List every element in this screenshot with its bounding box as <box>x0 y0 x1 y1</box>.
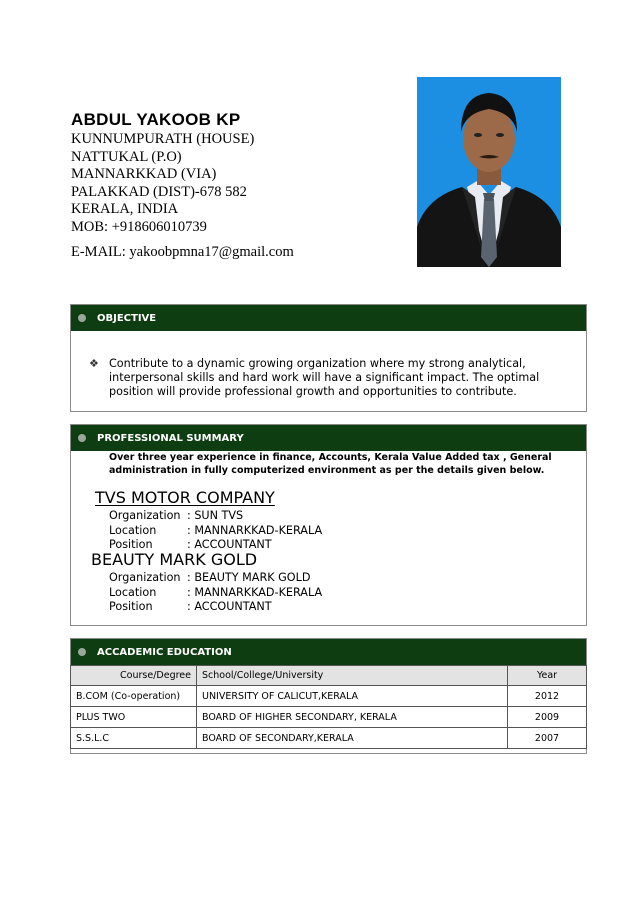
table-row <box>71 728 587 749</box>
table-cell: 2009 <box>508 707 587 728</box>
detail-value: : MANNARKKAD-KERALA <box>187 524 323 537</box>
detail-row <box>109 586 322 599</box>
professional-summary-section <box>70 424 587 626</box>
section-title: PROFESSIONAL SUMMARY <box>97 432 244 444</box>
address-line: PALAKKAD (DIST)-678 582 <box>71 183 247 200</box>
detail-row <box>109 600 272 613</box>
table-cell: S.S.L.C <box>71 728 197 749</box>
detail-key: Location <box>109 524 157 537</box>
section-header <box>71 425 586 451</box>
detail-row <box>109 524 322 537</box>
column-header: Year <box>508 666 587 686</box>
column-header: School/College/University <box>197 666 508 686</box>
detail-key: Organization <box>109 571 181 584</box>
section-header <box>71 639 586 665</box>
table-cell: B.COM (Co-operation) <box>71 686 197 707</box>
address-line: NATTUKAL (P.O) <box>71 148 182 165</box>
bullet-dot-icon <box>78 434 86 442</box>
table-cell: UNIVERSITY OF CALICUT,KERALA <box>197 686 508 707</box>
detail-value: : ACCOUNTANT <box>187 600 272 613</box>
section-title: ACCADEMIC EDUCATION <box>97 646 232 658</box>
mobile-number: MOB: +918606010739 <box>71 218 207 235</box>
section-title: OBJECTIVE <box>97 312 157 324</box>
table-cell: BOARD OF HIGHER SECONDARY, KERALA <box>197 707 508 728</box>
detail-value: : ACCOUNTANT <box>187 538 272 551</box>
table-cell: PLUS TWO <box>71 707 197 728</box>
table-cell: 2012 <box>508 686 587 707</box>
table-row <box>71 686 587 707</box>
email-address: E-MAIL: yakoobpmna17@gmail.com <box>71 244 294 260</box>
bullet-dot-icon <box>78 314 86 322</box>
address-block <box>71 131 254 236</box>
company-name: BEAUTY MARK GOLD <box>91 550 258 569</box>
detail-value: : SUN TVS <box>187 509 244 522</box>
table-row <box>71 707 587 728</box>
detail-row <box>109 571 310 584</box>
summary-intro: Over three year experience in finance, Accounts, Kerala Value Added tax , General administration in fully computerized environment as per the details given below. <box>109 452 552 476</box>
objective-section <box>70 304 587 412</box>
diamond-bullet-icon: ❖ <box>89 358 99 370</box>
address-line: KUNNUMPURATH (HOUSE) <box>71 131 255 147</box>
table-cell: 2007 <box>508 728 587 749</box>
bullet-dot-icon <box>78 648 86 656</box>
section-header <box>71 305 586 331</box>
address-line: MANNARKKAD (VIA) <box>71 166 217 182</box>
profile-photo <box>417 77 561 267</box>
education-table <box>70 665 587 749</box>
table-header-row <box>71 666 587 686</box>
detail-value: : BEAUTY MARK GOLD <box>187 571 311 584</box>
table-cell: BOARD OF SECONDARY,KERALA <box>197 728 508 749</box>
detail-key: Location <box>109 586 157 599</box>
address-line: KERALA, INDIA <box>71 201 179 217</box>
detail-row <box>109 509 243 522</box>
detail-key: Organization <box>109 509 181 522</box>
detail-value: : MANNARKKAD-KERALA <box>187 586 323 599</box>
detail-key: Position <box>109 600 153 613</box>
column-header: Course/Degree <box>71 666 197 686</box>
objective-text: Contribute to a dynamic growing organization where my strong analytical, interpersonal skills and hard work will have a significant impact. The optimal position will provide professional growth and opportunities to contribute. <box>109 357 540 398</box>
candidate-name: ABDUL YAKOOB KP <box>71 110 241 129</box>
detail-key: Position <box>109 538 153 551</box>
company-name: TVS MOTOR COMPANY <box>95 488 275 507</box>
education-section <box>70 638 587 754</box>
